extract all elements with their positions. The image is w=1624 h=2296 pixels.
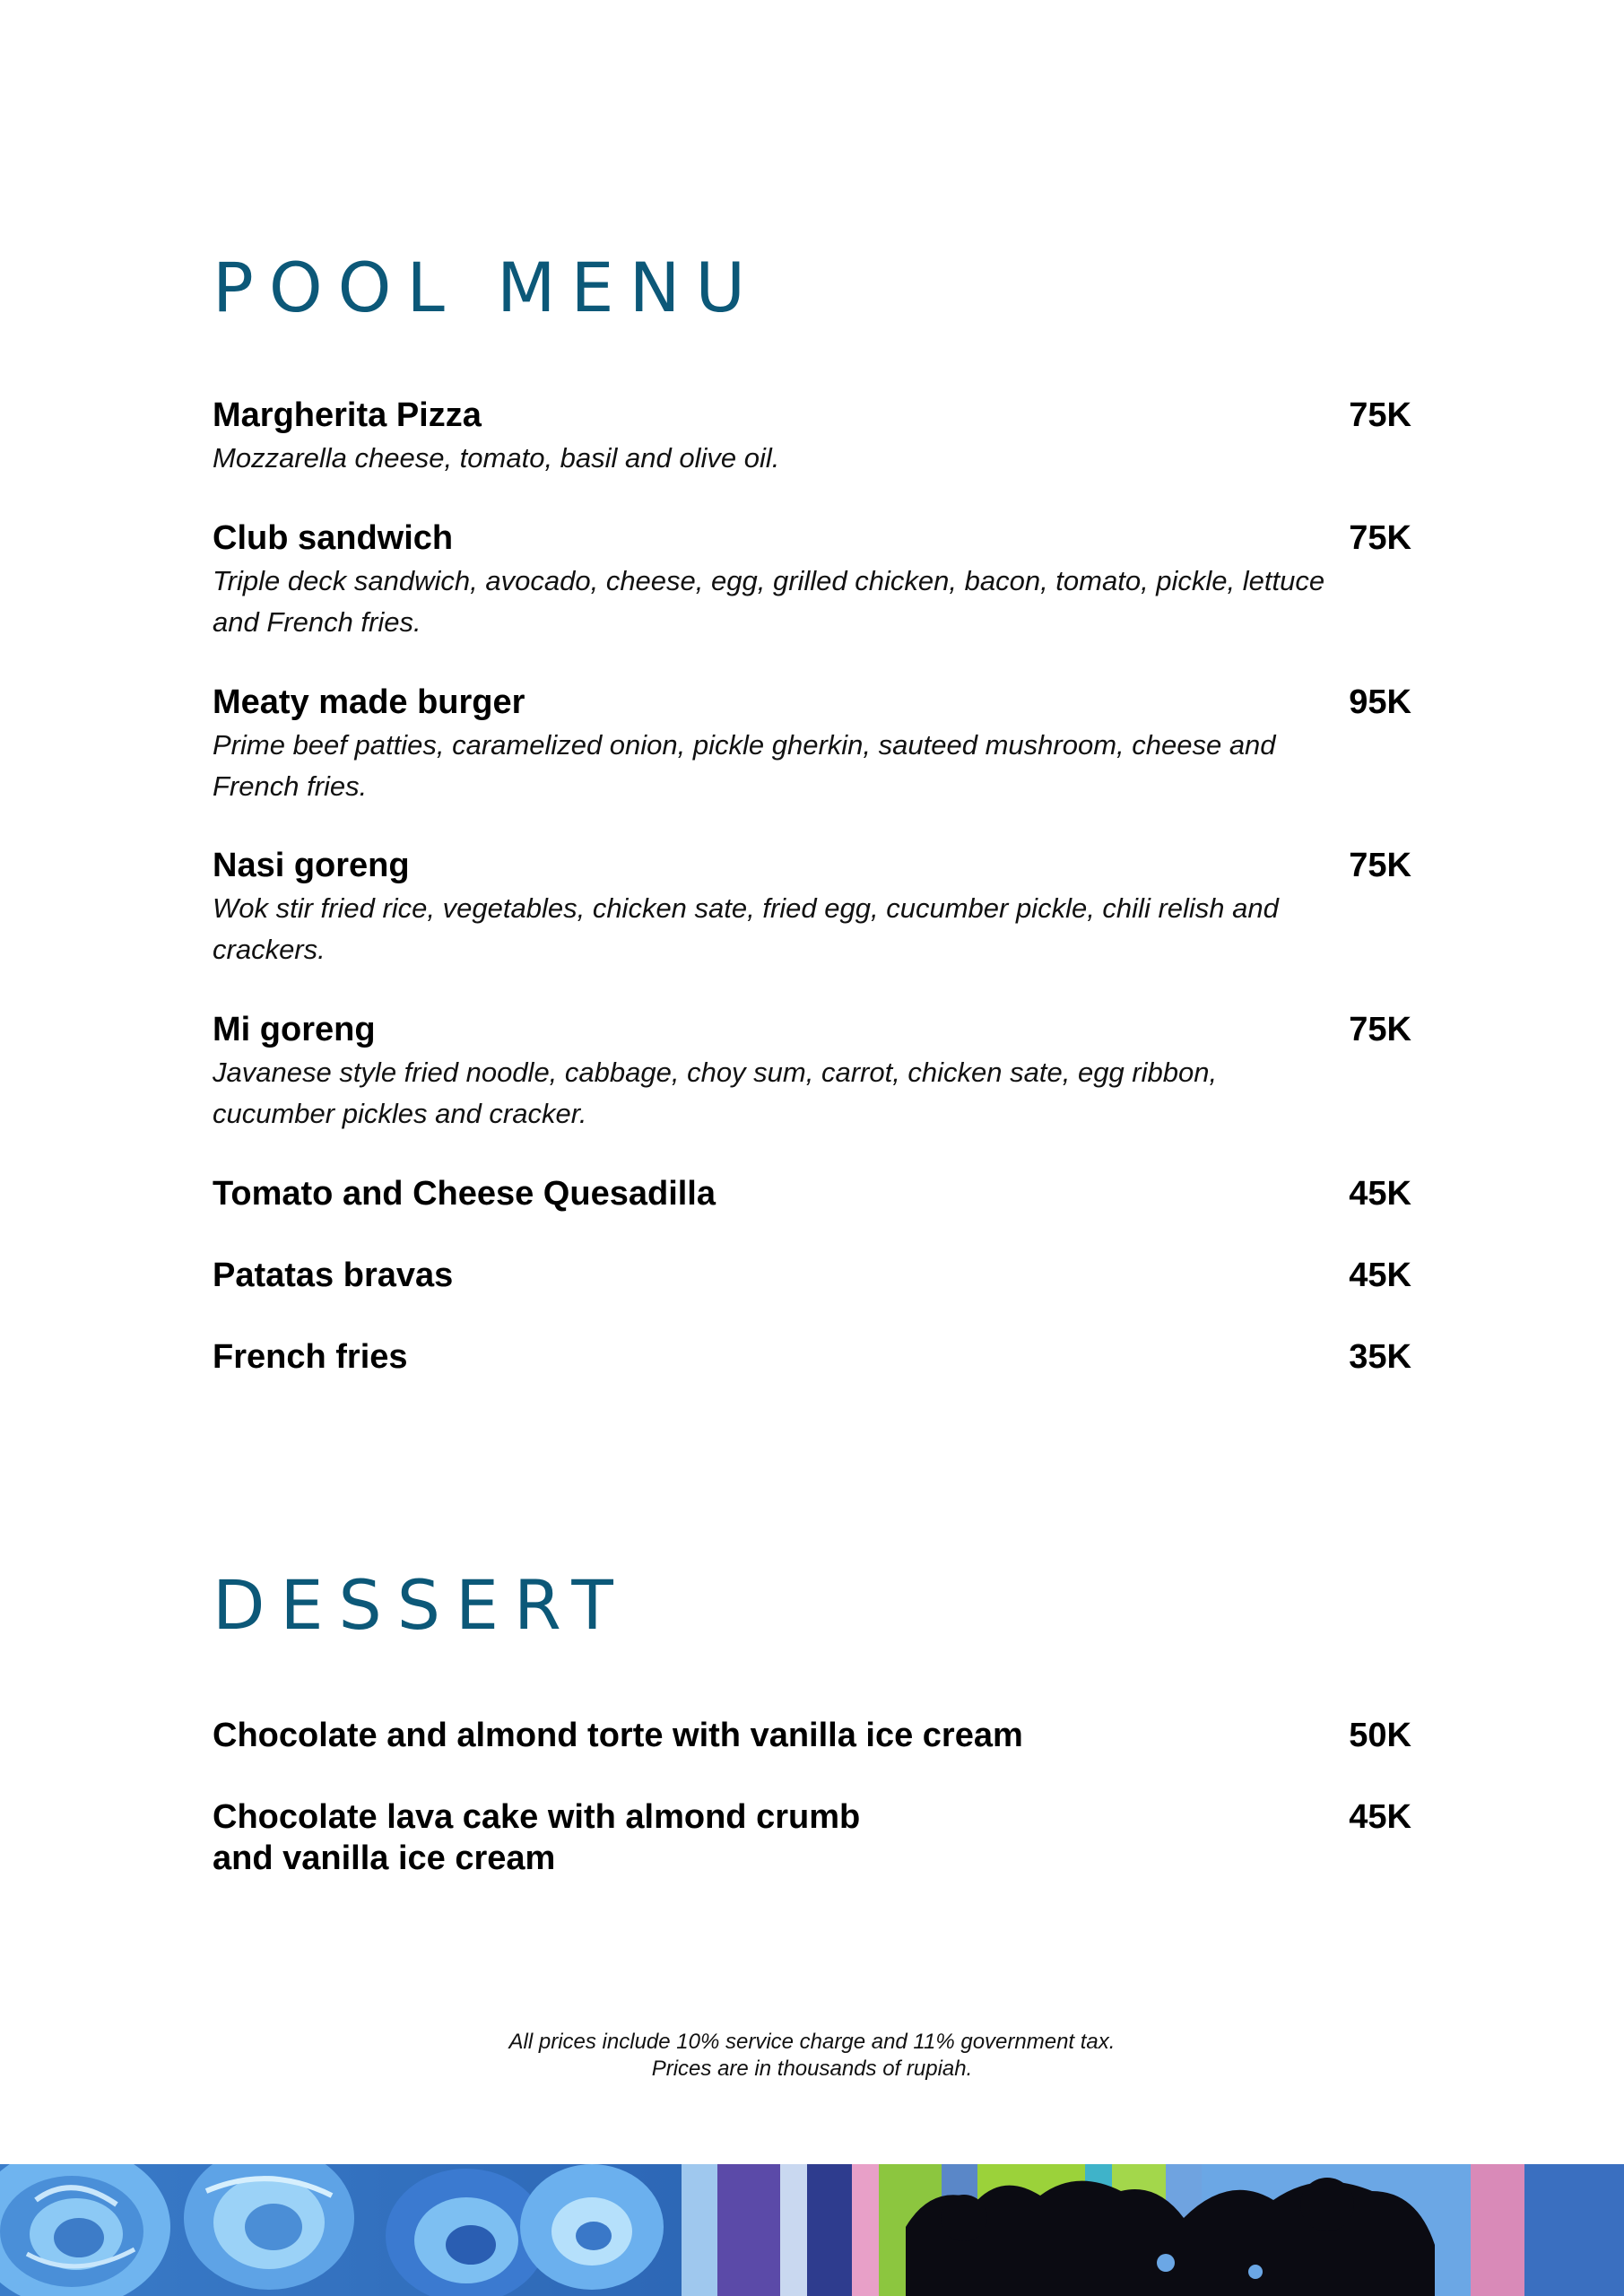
menu-item <box>213 1715 1411 1756</box>
menu-item <box>213 1336 1411 1378</box>
price-note-currency: Prices are in thousands of rupiah. <box>651 2057 973 2081</box>
menu-item <box>213 682 1411 807</box>
item-price: 75K <box>1349 396 1411 434</box>
item-description: Wok stir fried rice, vegetables, chicken sate, fried egg, cucumber pickle, chili relish and crackers. <box>213 892 1279 965</box>
item-price: 75K <box>1349 519 1411 557</box>
item-name: French fries <box>213 1338 408 1376</box>
pool-menu-title: POOL MENU <box>213 248 761 327</box>
item-name: Tomato and Cheese Quesadilla <box>213 1175 716 1213</box>
floral-banner-image <box>0 2164 1624 2296</box>
item-price: 45K <box>1349 1798 1411 1836</box>
menu-item <box>213 395 1411 479</box>
item-price: 75K <box>1349 1011 1411 1048</box>
item-name: Chocolate lava cake with almond crumb and vanilla ice cream <box>213 1798 861 1877</box>
item-description: Mozzarella cheese, tomato, basil and olive oil. <box>213 442 780 474</box>
item-name: Club sandwich <box>213 519 454 557</box>
menu-item <box>213 1796 1411 1879</box>
item-name: Mi goreng <box>213 1011 376 1048</box>
item-name: Margherita Pizza <box>213 396 482 434</box>
item-price: 45K <box>1349 1175 1411 1213</box>
rose-shape <box>0 2164 170 2296</box>
item-name: Patatas bravas <box>213 1257 454 1294</box>
menu-item <box>213 1009 1411 1135</box>
item-price: 45K <box>1349 1257 1411 1294</box>
menu-item <box>213 517 1411 643</box>
item-price: 50K <box>1349 1717 1411 1754</box>
item-name: Nasi goreng <box>213 847 410 884</box>
item-price: 35K <box>1349 1338 1411 1376</box>
item-description: Triple deck sandwich, avocado, cheese, egg, grilled chicken, bacon, tomato, pickle, lettuce and French fries. <box>213 565 1325 638</box>
dessert-title: DESSERT <box>213 1565 629 1645</box>
menu-item <box>213 1173 1411 1214</box>
item-price: 95K <box>1349 683 1411 721</box>
menu-item <box>213 1255 1411 1296</box>
item-name: Meaty made burger <box>213 683 525 721</box>
item-name: Chocolate and almond torte with vanilla ice cream <box>213 1717 1023 1754</box>
price-note-service-tax: All prices include 10% service charge and 11% government tax. <box>508 2030 1116 2054</box>
item-description: Javanese style fried noodle, cabbage, choy sum, carrot, chicken sate, egg ribbon, cucumber pickles and cracker. <box>213 1057 1218 1129</box>
item-description: Prime beef patties, caramelized onion, pickle gherkin, sauteed mushroom, cheese and French fries. <box>213 729 1276 802</box>
item-price: 75K <box>1349 847 1411 884</box>
menu-item <box>213 845 1411 970</box>
